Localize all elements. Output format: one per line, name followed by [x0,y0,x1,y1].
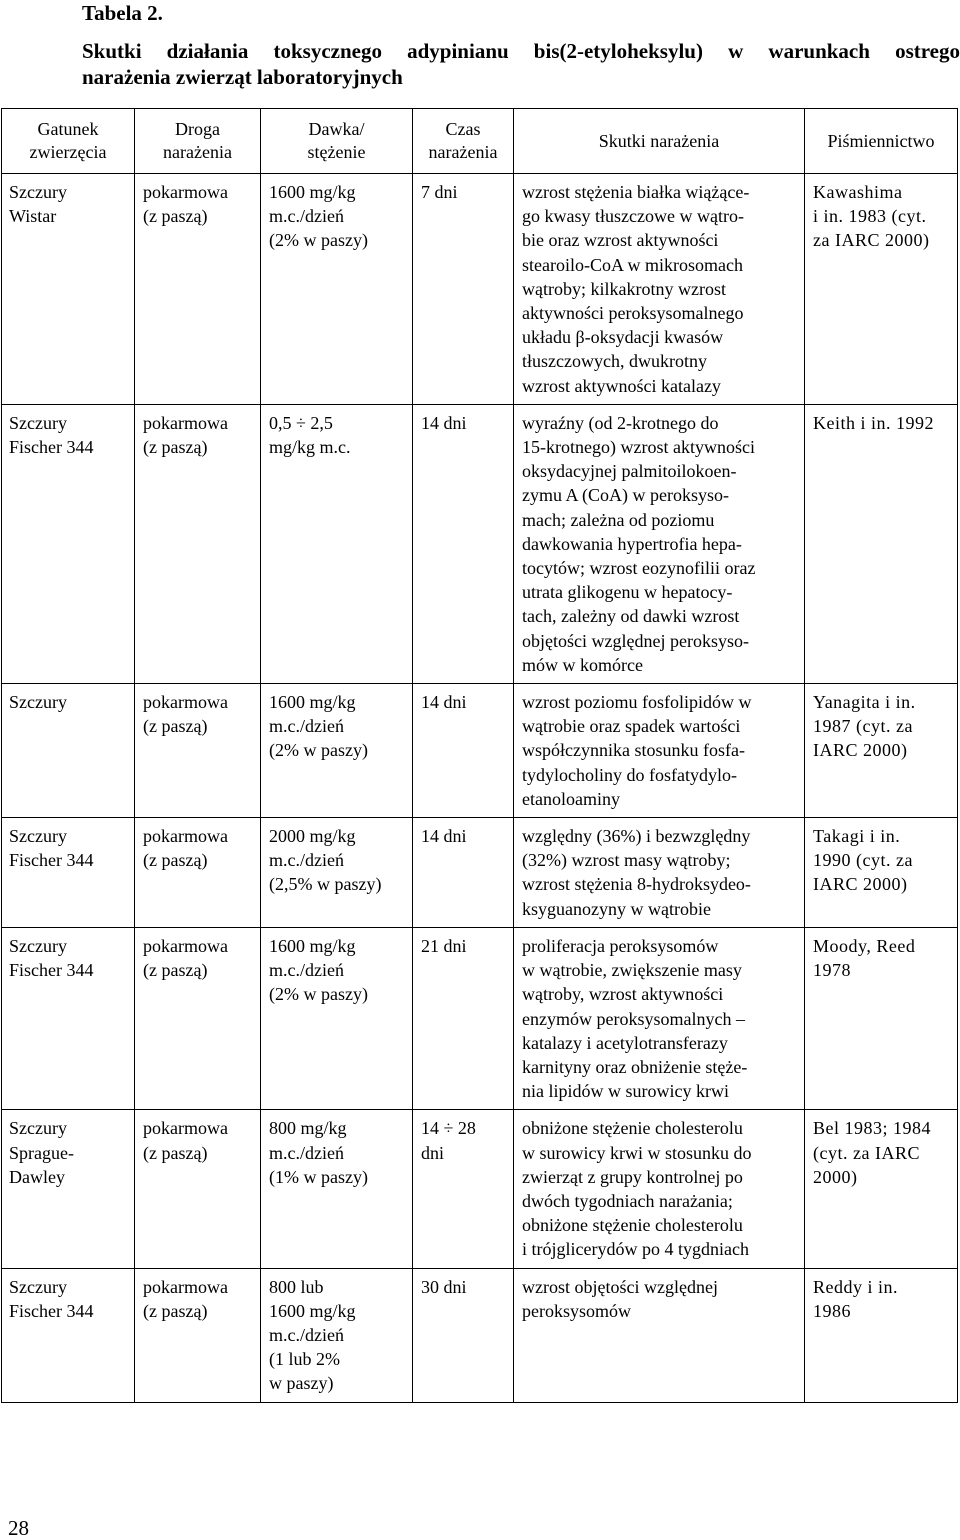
cell-line: (cyt. za IARC [813,1142,920,1163]
cell-line: 15-krotnego) wzrost aktywności [522,437,755,458]
cell-line: narażenia [428,142,498,162]
cell-line: ksyguanozyny w wątrobie [522,898,711,919]
header-references [805,109,958,174]
cell-line: wzrost poziomu fosfolipidów w [522,692,752,713]
cell-line: Droga [175,119,220,139]
table-header-row [2,109,958,174]
cell-line: mów w komórce [522,654,643,675]
cell-line: i in. 1983 (cyt. [813,206,927,227]
cell-line: Szczury [9,1118,67,1139]
cell-line: zwierzęcia [29,142,107,162]
cell-effects [514,404,805,683]
cell-references [805,684,958,818]
cell-line: 1600 mg/kg [269,1300,356,1321]
cell-line: w paszy) [269,1373,334,1394]
cell-effects [514,1268,805,1402]
cell-line: za IARC 2000) [813,230,930,251]
cell-line: Yanagita i in. [813,692,916,713]
cell-line: m.c./dzień [269,960,344,981]
cell-line: obniżone stężenie cholesterolu [522,1215,743,1236]
cell-line: 14 dni [421,826,467,847]
cell-line: Takagi i in. [813,826,901,847]
cell-line: (1 lub 2% [269,1349,340,1370]
cell-line: (z paszą) [143,1300,208,1321]
cell-species [2,927,135,1109]
table-row [2,1110,958,1268]
header-time [413,109,514,174]
cell-line: utrata glikogenu w hepatocy- [522,582,733,603]
cell-line: tłuszczowych, dwukrotny [522,351,707,372]
cell-line: Fischer 344 [9,437,94,458]
cell-line: (z paszą) [143,716,208,737]
cell-route [135,404,261,683]
cell-line: Fischer 344 [9,1300,94,1321]
cell-line: Czas [445,119,481,139]
cell-line: zwierząt z grupy kontrolnej po [522,1166,743,1187]
table-label: Tabela 2. [82,1,163,25]
cell-species [2,174,135,405]
cell-time [413,684,514,818]
cell-line: m.c./dzień [269,1324,344,1345]
cell-line: 1987 (cyt. za [813,716,913,737]
cell-time [413,404,514,683]
cell-line: Keith i in. 1992 [813,412,934,433]
cell-species [2,1268,135,1402]
header-effects [514,109,805,174]
cell-line: zymu A (CoA) w peroksyso- [522,485,729,506]
cell-line: wzrost objętości względnej [522,1276,718,1297]
cell-species [2,818,135,928]
cell-line: (z paszą) [143,437,208,458]
header-dose [261,109,413,174]
cell-dose [261,927,413,1109]
cell-line: 14 ÷ 28 [421,1118,476,1139]
cell-line: pokarmowa [143,935,228,956]
cell-line: dwóch tygodniach narażania; [522,1190,733,1211]
table-row [2,404,958,683]
cell-route [135,1110,261,1268]
cell-references [805,1110,958,1268]
cell-line: katalazy i acetylotransferazy [522,1032,728,1053]
cell-line: Szczury [9,1276,67,1297]
cell-line: w surowicy krwi w stosunku do [522,1142,752,1163]
cell-references [805,1268,958,1402]
cell-line: 800 lub [269,1276,324,1297]
cell-effects [514,684,805,818]
cell-line: bie oraz wzrost aktywności [522,230,719,251]
cell-line: (z paszą) [143,1142,208,1163]
cell-line: (z paszą) [143,850,208,871]
cell-effects [514,174,805,405]
cell-line: wątrobie oraz spadek wartości [522,716,741,737]
cell-line: m.c./dzień [269,850,344,871]
cell-route [135,818,261,928]
table-row [2,684,958,818]
cell-line: (2% w paszy) [269,740,368,761]
cell-line: 7 dni [421,182,458,202]
cell-dose [261,684,413,818]
cell-line: 1978 [813,960,851,981]
cell-line: Szczury [9,412,67,433]
cell-line: karnityny oraz obniżenie stęże- [522,1056,748,1077]
cell-line: pokarmowa [143,692,228,713]
cell-line: proliferacja peroksysomów [522,935,719,956]
cell-line: mach; zależna od poziomu [522,509,715,530]
table-row [2,818,958,928]
cell-line: Bel 1983; 1984 [813,1118,931,1139]
cell-line: (2% w paszy) [269,984,368,1005]
cell-line: 1600 mg/kg [269,692,356,713]
cell-line: Reddy i in. [813,1276,898,1297]
table-row [2,927,958,1109]
cell-line: wzrost stężenia białka wiążące- [522,182,750,202]
page-number: 28 [8,1516,29,1540]
toxicity-table [1,108,958,1403]
cell-line: współczynnika stosunku fosfa- [522,740,745,761]
cell-line: etanoloaminy [522,788,620,809]
cell-line: dawkowania hypertrofia hepa- [522,533,742,554]
cell-dose [261,404,413,683]
cell-dose [261,1110,413,1268]
cell-effects [514,818,805,928]
cell-line: Kawashima [813,182,903,202]
cell-line: wątroby; kilkakrotny wzrost [522,278,726,299]
cell-line: 2000 mg/kg [269,826,356,847]
cell-line: Skutki narażenia [598,130,720,151]
cell-line: go kwasy tłuszczowe w wątro- [522,206,744,227]
cell-line: Gatunek [37,119,99,139]
table-body [2,174,958,1403]
cell-line: obniżone stężenie cholesterolu [522,1118,743,1139]
cell-line: oksydacyjnej palmitoilokoen- [522,461,737,482]
cell-line: 1600 mg/kg [269,935,356,956]
cell-line: nia lipidów w surowicy krwi [522,1081,729,1102]
cell-line: tocytów; wzrost eozynofilii oraz [522,558,756,579]
cell-line: Szczury [9,692,67,713]
cell-line: 1986 [813,1300,851,1321]
cell-line: IARC 2000) [813,874,908,895]
cell-line: peroksysomów [522,1300,631,1321]
cell-line: Dawka/ [308,119,365,139]
header-route [135,109,261,174]
cell-time [413,1268,514,1402]
cell-line: Szczury [9,826,67,847]
table-row [2,1268,958,1402]
cell-effects [514,927,805,1109]
cell-references [805,404,958,683]
cell-line: Piśmiennictwo [827,130,935,151]
cell-line: pokarmowa [143,1276,228,1297]
cell-route [135,174,261,405]
cell-line: tach, zależny od dawki wzrost [522,606,740,627]
cell-line: objętości względnej peroksyso- [522,630,749,651]
cell-time [413,927,514,1109]
cell-line: 1990 (cyt. za [813,850,913,871]
cell-line: Moody, Reed [813,935,916,956]
header-species [2,109,135,174]
cell-references [805,927,958,1109]
cell-line: w wątrobie, zwiększenie masy [522,960,742,981]
cell-line: (2,5% w paszy) [269,874,382,895]
cell-line: (2% w paszy) [269,230,368,251]
cell-dose [261,1268,413,1402]
cell-line: pokarmowa [143,412,228,433]
cell-line: wzrost stężenia 8-hydroksydeo- [522,874,751,895]
cell-line: pokarmowa [143,182,228,202]
cell-line: stężenie [307,142,366,162]
cell-line: Fischer 344 [9,850,94,871]
cell-line: 1600 mg/kg [269,182,356,202]
cell-line: m.c./dzień [269,206,344,227]
cell-line: Sprague- [9,1142,74,1163]
cell-references [805,174,958,405]
cell-time [413,818,514,928]
cell-line: 0,5 ÷ 2,5 [269,412,333,433]
cell-route [135,1268,261,1402]
cell-line: 2000) [813,1166,858,1187]
cell-line: i trójglicerydów po 4 tygdniach [522,1239,749,1260]
cell-line: 800 mg/kg [269,1118,347,1139]
caption-line-2: narażenia zwierząt laboratoryjnych [82,65,403,89]
cell-line: narażenia [163,142,232,162]
cell-species [2,404,135,683]
cell-species [2,684,135,818]
cell-line: 30 dni [421,1276,467,1297]
cell-effects [514,1110,805,1268]
cell-line: wyraźny (od 2-krotnego do [522,412,719,433]
caption-line-1: Skutki działania toksycznego adypinianu bis(2-etyloheksylu) w warunkach ostrego [82,39,960,63]
cell-line: wątroby, wzrost aktywności [522,984,724,1005]
cell-line: m.c./dzień [269,1142,344,1163]
cell-line: (1% w paszy) [269,1166,368,1187]
cell-line: dni [421,1142,445,1163]
cell-dose [261,818,413,928]
cell-time [413,174,514,405]
cell-line: enzymów peroksysomalnych – [522,1008,745,1029]
cell-line: pokarmowa [143,826,228,847]
cell-line: Wistar [9,206,57,227]
cell-line: Fischer 344 [9,960,94,981]
cell-dose [261,174,413,405]
cell-species [2,1110,135,1268]
cell-line: stearoilo-CoA w mikrosomach [522,254,743,275]
cell-line: mg/kg m.c. [269,437,351,458]
cell-line: Dawley [9,1166,65,1187]
cell-line: pokarmowa [143,1118,228,1139]
table-row [2,174,958,405]
cell-references [805,818,958,928]
cell-line: układu β-oksydacji kwasów [522,327,724,348]
cell-line: wzrost aktywności katalazy [522,375,721,396]
cell-line: tydylocholiny do fosfatydylo- [522,764,737,785]
cell-time [413,1110,514,1268]
table-caption [82,38,960,90]
cell-line: 14 dni [421,412,467,433]
cell-line: 21 dni [421,935,467,956]
cell-line: Szczury [9,935,67,956]
cell-line: IARC 2000) [813,740,908,761]
cell-line: aktywności peroksysomalnego [522,303,744,324]
cell-route [135,927,261,1109]
cell-line: (z paszą) [143,206,208,227]
cell-route [135,684,261,818]
cell-line: m.c./dzień [269,716,344,737]
cell-line: 14 dni [421,692,467,713]
cell-line: Szczury [9,182,67,202]
cell-line: (32%) wzrost masy wątroby; [522,850,731,871]
cell-line: względny (36%) i bezwzględny [522,826,751,847]
cell-line: (z paszą) [143,960,208,981]
